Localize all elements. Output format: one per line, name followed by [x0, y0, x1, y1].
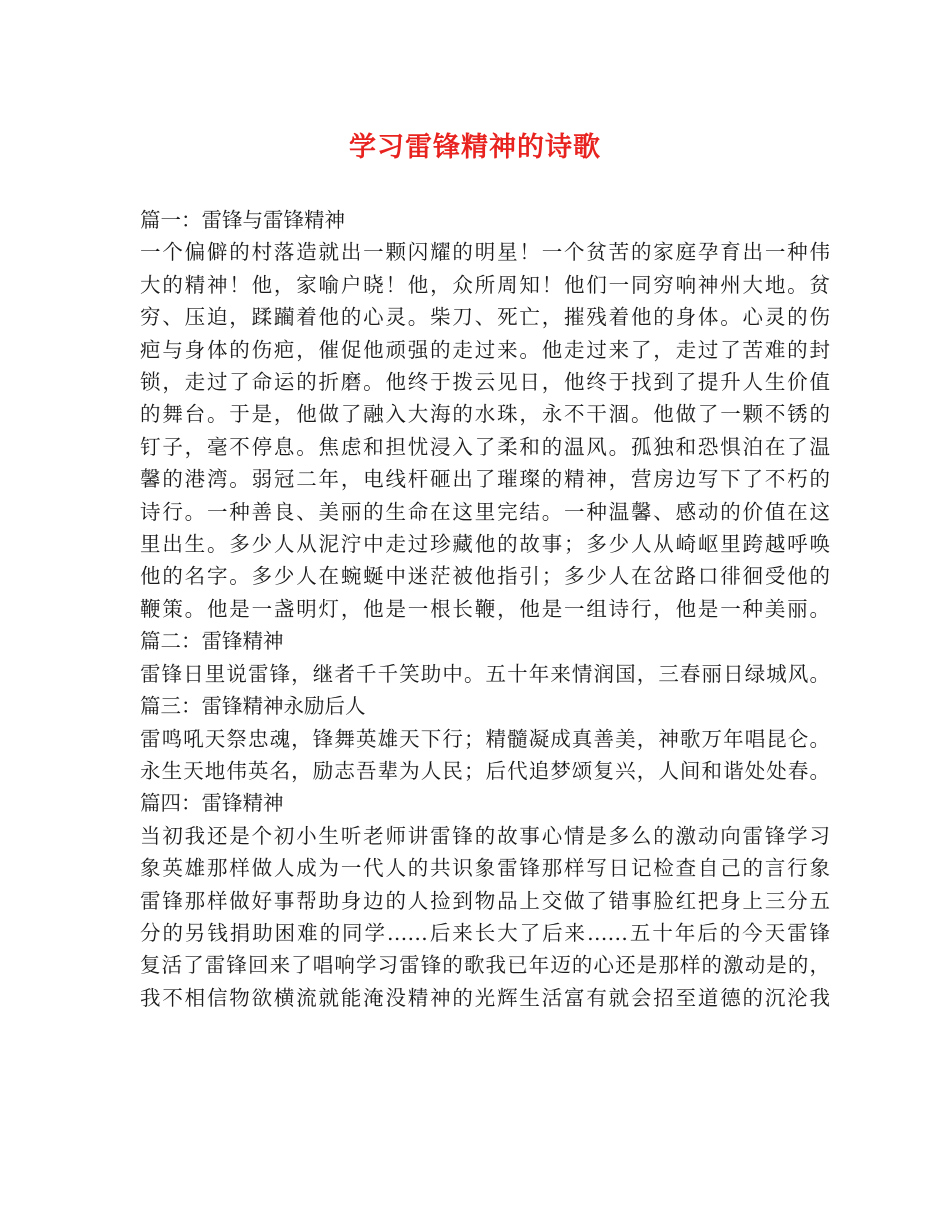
text-line: 复活了雷锋回来了唱响学习雷锋的歌我已年迈的心还是那样的激动是的， — [140, 953, 830, 978]
text-line: 的舞台。于是，他做了融入大海的水珠，永不干涸。他做了一颗不锈的 — [140, 402, 830, 427]
text-line: 里出生。多少人从泥泞中走过珍藏他的故事；多少人从崎岖里跨越呼唤 — [140, 532, 830, 557]
text-line: 我不相信物欲横流就能淹没精神的光辉生活富有就会招至道德的沉沦我 — [140, 985, 830, 1010]
text-line: 雷鸣吼天祭忠魂，锋舞英雄天下行；精髓凝成真善美，神歌万年唱昆仑。 — [140, 726, 830, 751]
document-title: 学习雷锋精神的诗歌 — [349, 132, 601, 163]
text-line: 雷锋那样做好事帮助身边的人捡到物品上交做了错事脸红把身上三分五 — [140, 888, 830, 913]
section-heading: 篇一：雷锋与雷锋精神 — [140, 208, 345, 232]
document-body — [140, 204, 830, 1014]
text-line: 馨的港湾。弱冠二年，电线杆砸出了璀璨的精神，营房边写下了不朽的 — [140, 467, 830, 492]
section-heading: 篇四：雷锋精神 — [140, 791, 284, 816]
text-line: 当初我还是个初小生听老师讲雷锋的故事心情是多么的激动向雷锋学习 — [140, 823, 830, 848]
text-line: 锁，走过了命运的折磨。他终于拨云见日，他终于找到了提升人生价值 — [140, 370, 830, 395]
text-line: 疤与身体的伤疤，催促他顽强的走过来。他走过来了，走过了苦难的封 — [140, 337, 830, 362]
section-heading: 篇二：雷锋精神 — [140, 629, 284, 654]
section-heading: 篇三：雷锋精神永励后人 — [140, 694, 366, 719]
text-line: 大的精神！他，家喻户晓！他，众所周知！他们一同穷响神州大地。贫 — [140, 272, 830, 297]
text-line: 诗行。一种善良、美丽的生命在这里完结。一种温馨、感动的价值在这 — [140, 499, 830, 524]
text-line: 一个偏僻的村落造就出一颗闪耀的明星！一个贫苦的家庭孕育出一种伟 — [140, 240, 830, 265]
text-line: 他的名字。多少人在蜿蜒中迷茫被他指引；多少人在岔路口徘徊受他的 — [140, 564, 830, 589]
text-line: 象英雄那样做人成为一代人的共识象雷锋那样写日记检查自己的言行象 — [140, 856, 830, 881]
text-line: 鞭策。他是一盏明灯，他是一根长鞭，他是一组诗行，他是一种美丽。 — [140, 596, 830, 621]
text-line: 钉子，毫不停息。焦虑和担忧浸入了柔和的温风。孤独和恐惧泊在了温 — [140, 434, 830, 459]
text-line: 雷锋日里说雷锋，继者千千笑助中。五十年来情润国，三春丽日绿城风。 — [140, 661, 830, 686]
text-line: 分的另钱捐助困难的同学……后来长大了后来……五十年后的今天雷锋 — [140, 920, 830, 945]
text-line: 穷、压迫，蹂躏着他的心灵。柴刀、死亡，摧残着他的身体。心灵的伤 — [140, 305, 830, 330]
text-line: 永生天地伟英名，励志吾辈为人民；后代追梦颂复兴，人间和谐处处春。 — [140, 758, 830, 783]
